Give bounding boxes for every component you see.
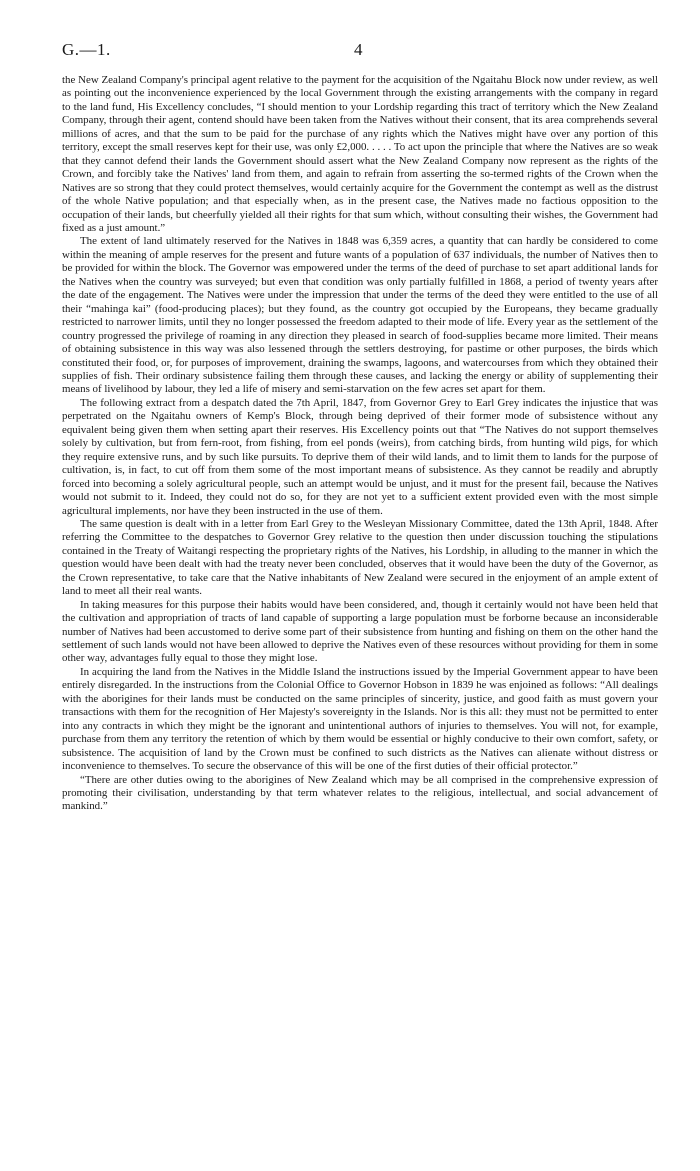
page-number: 4 [354,40,363,59]
paragraph: In acquiring the land from the Natives in the Middle Island the instructions issued by the Imperial Government appear to have been entirely disregarded. In the instructions from the Colonial Office to Governor Hobson in 1839 he was enjoined as follows: “All dealings with the aborigines for their lands must be conducted on the same principles of sincerity, justice, and good faith as must govern your transactions with them for the recognition of Her Majesty's sovereignty in the Islands. Nor is this all: they must not be permitted to enter into any contracts in which they might be the ignorant and unintentional authors of injuries to themselves. You will not, for example, purchase from them any territory the retention of which by them would be essential or highly conducive to their own comfort, safety, or subsistence. The acquisition of land by the Crown must be confined to such districts as the Natives can alienate without distress or inconvenience to themselves. To secure the observance of this will be one of the first duties of their official protector.” [62,665,658,773]
document-page [62,40,658,1150]
body-text [62,74,658,814]
paragraph-continuation: the New Zealand Company's principal agent relative to the payment for the acquisition of the Ngaitahu Block now under review, as well as pointing out the inconvenience experienced by the local Government through the existing arrangements with the company in regard to the land fund, His Excellency concludes, “I should mention to your Lordship regarding this tract of territory which the New Zealand Company, through their agent, contend should have been taken from the Natives without their consent, that its area comprehends several millions of acres, and that the sum to be paid for the purchase of any rights which the Natives might have over any portion of this territory, except the small reserves kept for their use, was only £2,000. . . . . To act upon the principle that where the Natives are so weak that they cannot defend their lands the Government should assert what the New Zealand Company now represent as the rights of the Crown, and forcibly take the Natives' land from them, and again to refrain from asserting the so-termed rights of the Crown when the Natives are so strong that they could protect themselves, would certainly acquire for the Government the contempt as well as the distrust of the whole Native population; and that especially when, as in the present case, the Natives made no factious opposition to the occupation of their lands, but cheerfully yielded all their rights for that sum which, without consulting their wishes, the Government had fixed as a just amount.” [62,74,658,234]
paragraph: The same question is dealt with in a letter from Earl Grey to the Wesleyan Missionary Committee, dated the 13th April, 1848. After referring the Committee to the despatches to Governor Grey relative to the question then under discussion touching the stipulations contained in the Treaty of Waitangi respecting the proprietary rights of the Natives, his Lordship, in alluding to the manner in which the question would have been dealt with had the treaty never been concluded, observes that it would have been the duty of the Governor, as the Crown representative, to take care that the Native inhabitants of New Zealand were secured in the enjoyment of an ample extent of land to meet all their real wants. [62,517,658,598]
paragraph: In taking measures for this purpose their habits would have been considered, and, though it certainly would not have been held that the cultivation and appropriation of tracts of land capable of supporting a large population must be forborne because an inconsiderable number of Natives had been accustomed to derive some part of their subsistence from hunting and fishing on them on the other hand the settlement of such lands would not have been allowed to deprive the Natives even of these resources without providing for them in some other way, advantages fully equal to those they might lose. [62,598,658,665]
paragraph: The extent of land ultimately reserved for the Natives in 1848 was 6,359 acres, a quantity that can hardly be considered to come within the meaning of ample reserves for the present and future wants of a population of 637 individuals, the number of Natives then to be provided for within the block. The Governor was empowered under the terms of the deed of purchase to set apart additional lands for the Natives when the country was surveyed; but even that condition was only partially fulfilled in 1868, a period of twenty years after the date of the engagement. The Natives were under the impression that under the terms of the deed they were entitled to the use of all their “mahinga kai” (food-producing places); but they found, as the country got occupied by the Europeans, they became gradually restricted to narrower limits, until they no longer possessed the freedom adapted to their mode of life. Every year as the settlement of the country progressed the privilege of roaming in any direction they pleased in search of food-supplies became more limited. Their means of obtaining subsistence in this way was also lessened through the settlers destroying, for pastime or other purposes, the birds which constituted their food, or, for purposes of improvement, draining the swamps, lagoons, and watercourses from which they obtained their supplies of fish. Their ordinary subsistence failing them through these causes, and lacking the energy or ability of supplementing their means of livelihood by labour, they led a life of misery and semi-starvation on the few acres set apart for them. [62,235,658,396]
page-header [62,40,658,74]
paragraph: The following extract from a despatch dated the 7th April, 1847, from Governor Grey to Earl Grey indicates the injustice that was perpetrated on the Ngaitahu owners of Kemp's Block, through being deprived of their former mode of subsistence without any equivalent being given them when setting apart their reserves. His Excellency points out that “The Natives do not support themselves solely by cultivation, but from fern-root, from fishing, from eel ponds (weirs), from catching birds, from hunting wild pigs, for which they require extensive runs, and by such like pursuits. To deprive them of their wild lands, and to limit them to lands for the purpose of cultivation, is, in fact, to cut off from them some of the most important means of subsistence. As they cannot be readily and abruptly forced into becoming a solely agricultural people, such an attempt would be unjust, and it must for the present fail, because the Natives would not submit to it. Indeed, they could not do so, for they are not yet to a sufficient extent provided even with the most simple agricultural implements, nor have they been instructed in the use of them. [62,396,658,517]
document-reference: G.—1. [62,40,111,59]
paragraph: “There are other duties owing to the aborigines of New Zealand which may be all comprised in the comprehensive expression of promoting their civilisation, understanding by that term whatever relates to the religious, intellectual, and social advancement of mankind.” [62,773,658,813]
